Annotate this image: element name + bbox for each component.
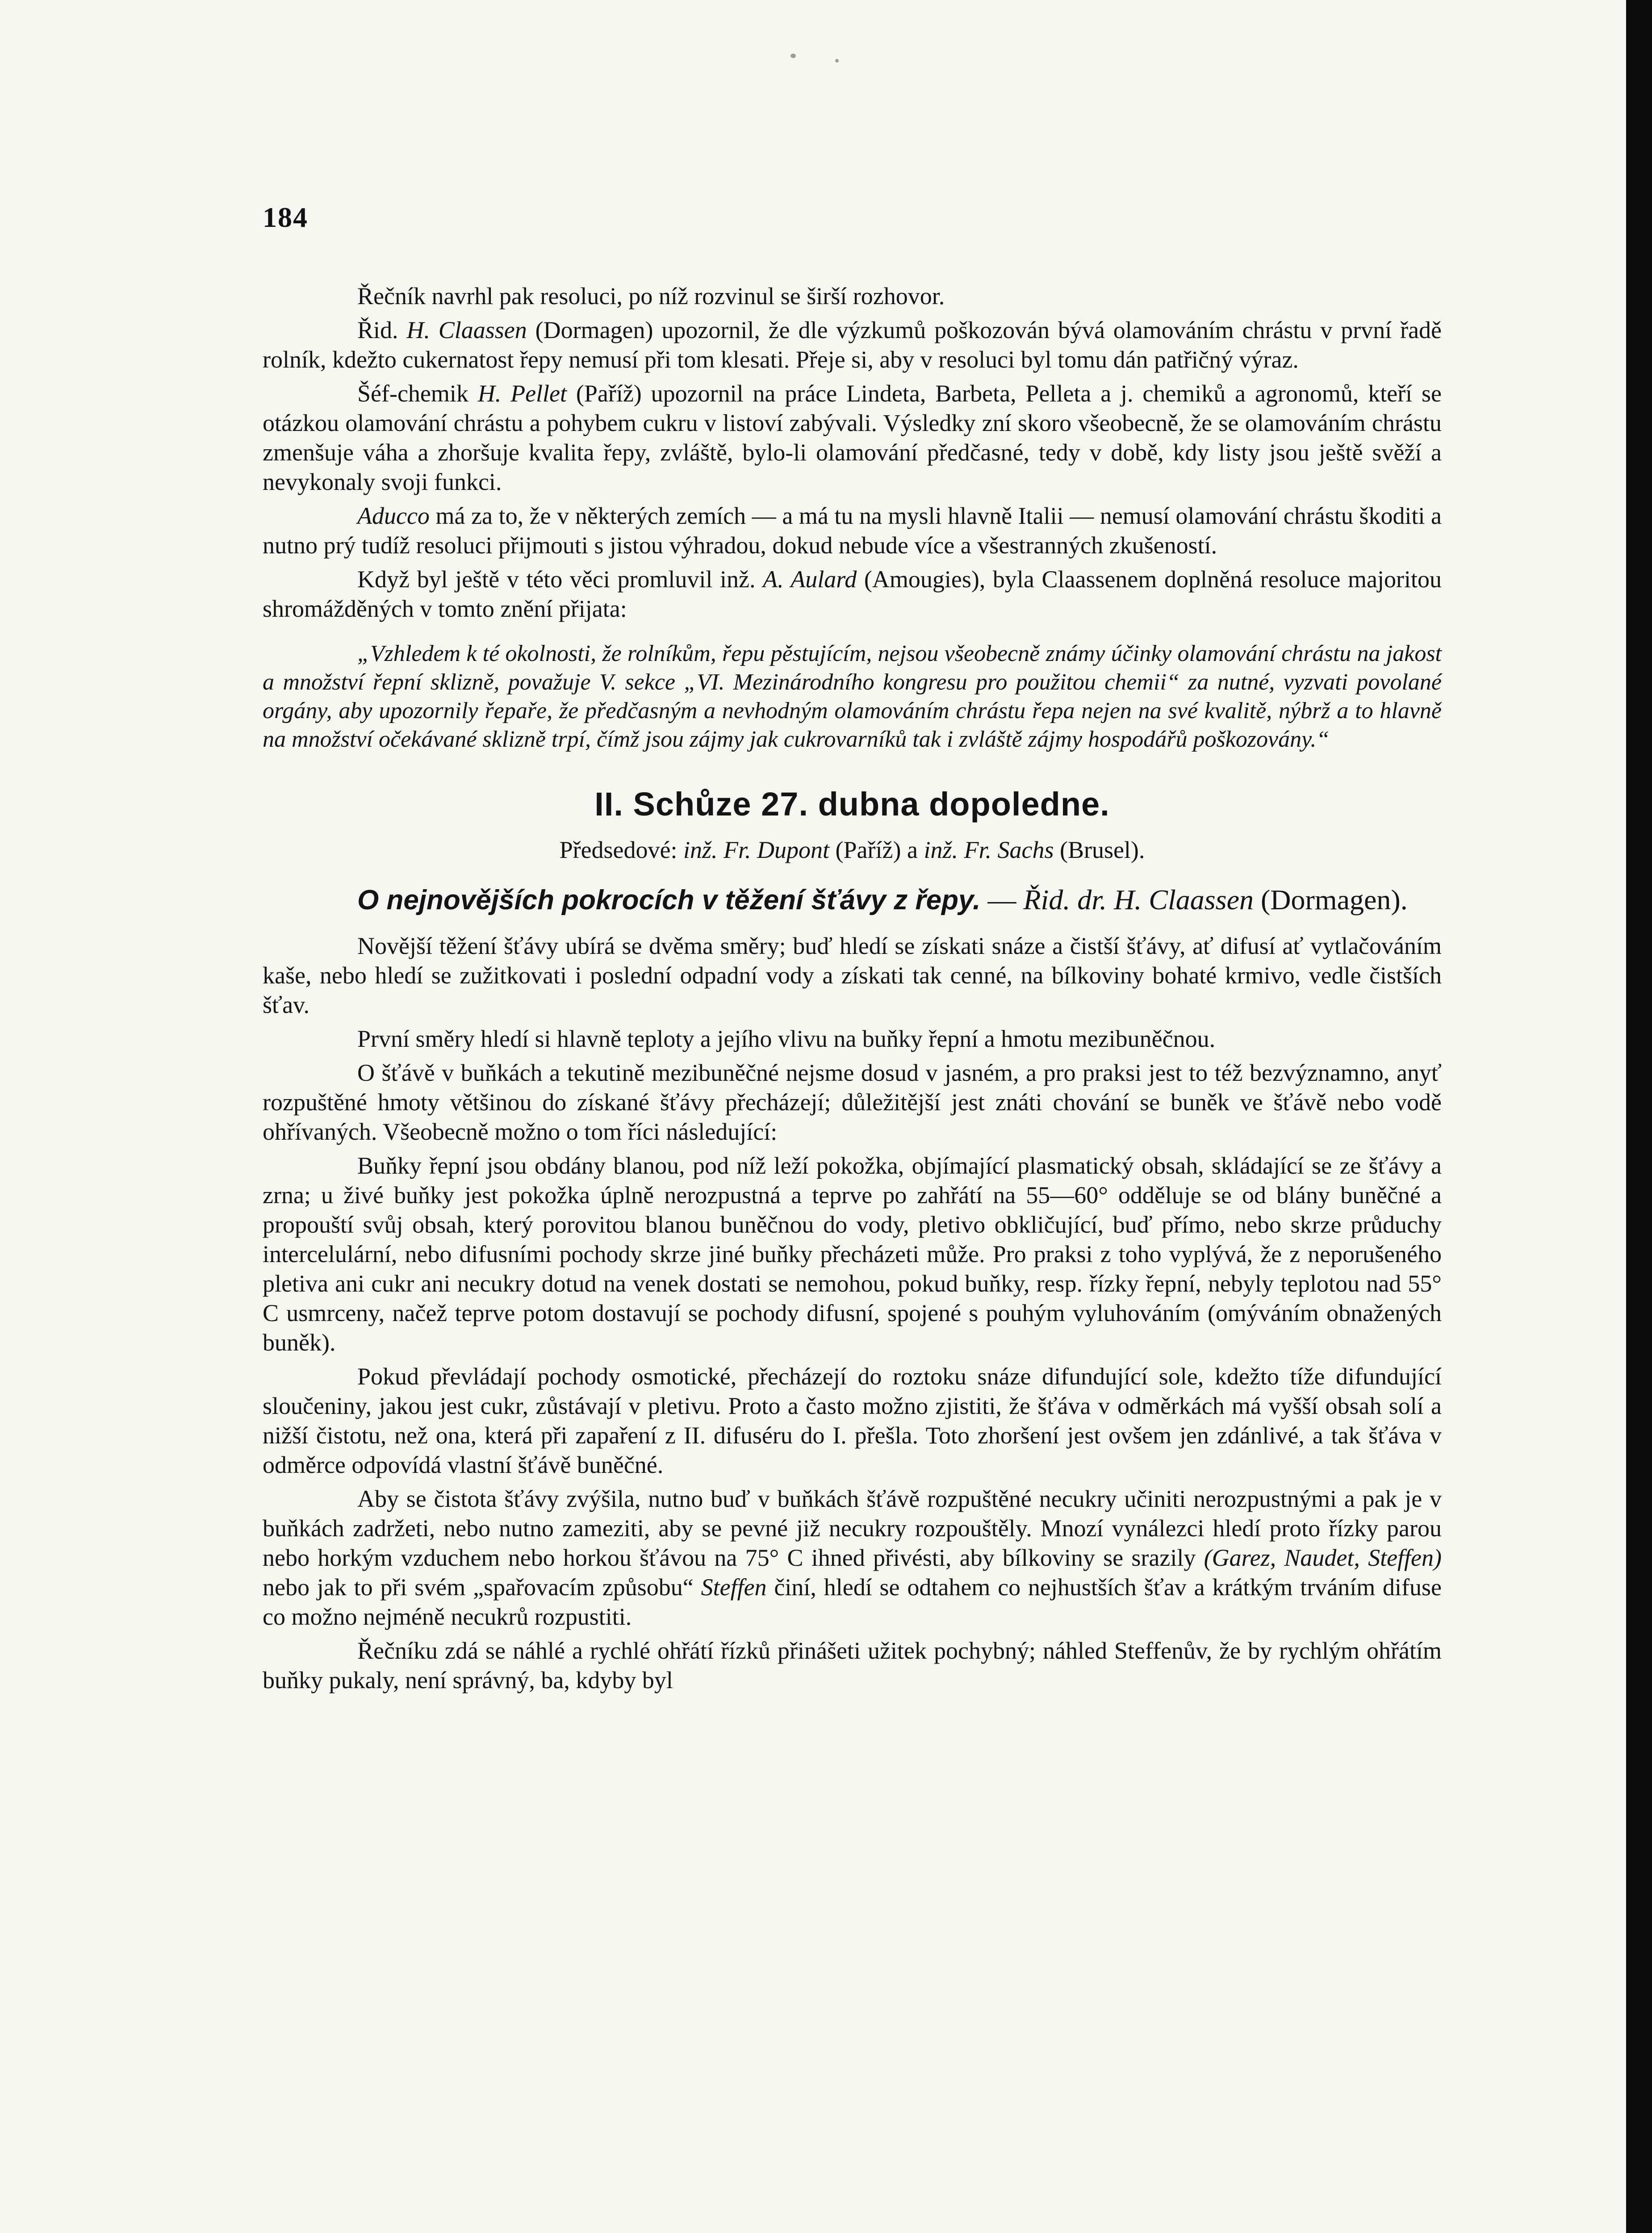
text: Šéf-chemik [357, 380, 468, 407]
paragraph: Pokud převládají pochody osmotické, přecházejí do roztoku snáze difundující sole, kdežto tíže difundující sloučeniny, jakou jest cukr, zůstávají v pletivu. Proto a často možno zjistiti, že šťáva v odměrkách má vyšší obsah solí a nižší čistotu, než ona, která při zapaření z II. difuséru do I. přešla. Toto zhoršení jest ovšem jen zdánlivé, a tak šťáva v odměrce odpovídá vlastní šťávě buněčné. [263, 1363, 1442, 1478]
text: inž. [924, 836, 958, 863]
text: (Amougies), byla Claassenem doplněná resoluce majoritou shromážděných v tomto znění přijata: [263, 566, 1442, 622]
lecture-title: O nejnovějších pokrocích v těžení šťávy z řepy. [357, 885, 981, 916]
text: (Dormagen) upozornil, že dle výzkumů poškozován bývá olamováním chrástu v první řadě rolník, kdežto cukernatost řepy nemusí při tom klesati. Přeje si, aby v resoluci byl tomu dán patřičný výraz. [263, 317, 1442, 373]
person-name: Steffen [701, 1574, 767, 1601]
page-number: 184 [263, 201, 308, 233]
person-name: H. Claassen [406, 317, 527, 343]
scan-speck [790, 54, 796, 58]
text: Když byl ještě v této věci promluvil inž. [357, 566, 756, 593]
person-name: Aducco [357, 502, 430, 529]
section-heading: II. Schůze 27. dubna dopoledne. [594, 786, 1110, 823]
text: nebo jak to při svém „spařovacím způsobu“ [263, 1574, 694, 1601]
paragraph [263, 565, 1442, 623]
text: (Paříž) upozornil na práce Lindeta, Barbeta, Pelleta a j. chemiků a agronomů, kteří se otázkou olamování chrástu a pohybem cukru v listoví zabývali. Výsledky zní skoro všeobecně, že se olamováním chrástu zmenšuje váha a zhoršuje kvalita řepy, zvláště, bylo-li olamování předčasné, tedy v době, kdy listy jsou ještě svěží a nevykonaly svoji funkci. [263, 380, 1442, 495]
paragraph [263, 315, 1442, 374]
paragraph: Novější těžení šťávy ubírá se dvěma směry; buď hledí se získati snáze a čistší šťávy, ať difusí ať vytlačováním kaše, nebo hledí se zužitkovati i poslední odpadní vody a získati tak cenné, na bílkoviny bohaté krmivo, vedle čistších šťav. [263, 933, 1442, 1018]
text: inž. [683, 836, 718, 863]
person-name: Fr. Sachs [964, 836, 1054, 863]
paragraph [263, 1484, 1442, 1631]
person-name: Fr. Dupont [724, 836, 830, 863]
lecture-heading [263, 882, 1442, 918]
document-body [263, 281, 1442, 1699]
text: činí, hledí se odtahem co nejhustších šťav a krátkým trváním difuse co možno nejméně necukrů rozpustiti. [263, 1574, 1442, 1630]
person-name: H. Pellet [477, 380, 567, 407]
paragraph: První směry hledí si hlavně teploty a jejího vlivu na buňky řepní a hmotu mezibuněčnou. [357, 1025, 1216, 1052]
text: Aby se čistota šťávy zvýšila, nutno buď v buňkách šťávě rozpuštěné necukry učiniti nerozpustnými a pak je v buňkách zadržeti, nebo nutno zameziti, aby se pevné již necukry rozpouštěly. Mnozí vynálezci hledí proto řízky parou nebo horkým vzduchem nebo horkou šťávou na 75° C ihned přivésti, aby bílkoviny se srazily [263, 1485, 1442, 1571]
resolution-text: „Vzhledem k té okolnosti, že rolníkům, řepu pěstujícím, nejsou všeobecně známy účinky olamování chrástu na jakost a množství řepní sklizně, považuje V. sekce „VI. Mezinárodního kongresu pro použitou chemii“ za nutné, vyzvati povolané orgány, aby upozornily řepaře, že předčasným a nevhodným olamováním chrástu řepa nejen na své kvalitě, nýbrž a to hlavně na množství očekávané sklizně trpí, čímž jsou zájmy jak cukrovarníků tak i zvláště zájmy hospodářů poškozovány.“ [263, 641, 1442, 752]
paragraph [263, 501, 1442, 560]
person-name: A. Aulard [763, 566, 857, 593]
person-names: (Garez, Naudet, Steffen) [1204, 1544, 1442, 1571]
paragraph [263, 379, 1442, 497]
paragraph: Řečník navrhl pak resoluci, po níž rozvinul se širší rozhovor. [357, 283, 945, 309]
scan-speck [835, 59, 839, 63]
text: (Dormagen). [1260, 884, 1408, 916]
text: Řid. [357, 317, 398, 343]
paragraph: Řečníku zdá se náhlé a rychlé ohřátí řízků přinášeti užitek pochybný; náhled Steffenův, že by rychlým ohřátím buňky pukaly, není správný, ba, kdyby byl [263, 1637, 1442, 1694]
scan-border [1626, 0, 1652, 2233]
session-chairs [263, 835, 1442, 865]
lecture-author: Řid. dr. H. Claassen [1023, 884, 1254, 916]
text: má za to, že v některých zemích — a má tu na mysli hlavně Italii — nemusí olamování chrástu škoditi a nutno prý tudíž resoluci přijmouti s jistou výhradou, dokud nebude více a všestranných zkušeností. [263, 502, 1442, 559]
text: (Brusel). [1059, 836, 1145, 863]
paragraph: Buňky řepní jsou obdány blanou, pod níž leží pokožka, objímající plasmatický obsah, skládající se ze šťávy a zrna; u živé buňky jest pokožka úplně nerozpustná a teprve po zahřátí na 55—60° odděluje se od blány buněčné a propouští svůj obsah, který porovitou blanou buněčnou do vody, pletivo obkličující, buď přímo, nebo skrze průduchy intercelulární, nebo difusními pochody skrze jiné buňky přecházeti může. Pro praksi z toho vyplývá, že z neporušeného pletiva ani cukr ani necukry dotud na venek dostati se nemohou, pokud buňky, resp. řízky řepní, nebyly teplotou nad 55° C usmrceny, načež teprve potom dostavují se pochody difusní, spojené s pouhým vyluhováním (omýváním obnažených buněk). [263, 1152, 1442, 1356]
paragraph: O šťávě v buňkách a tekutině mezibuněčné nejsme dosud v jasném, a pro praksi jest to též bezvýznamno, anyť rozpuštěné hmoty většinou do získané šťávy přecházejí; důležitější jest znáti chování se buněk ve šťávě nebo vodě ohřívaných. Všeobecně možno o tom říci následující: [263, 1059, 1442, 1145]
text: — [987, 884, 1016, 916]
text: Předsedové: [559, 836, 678, 863]
text: (Paříž) a [835, 836, 918, 863]
